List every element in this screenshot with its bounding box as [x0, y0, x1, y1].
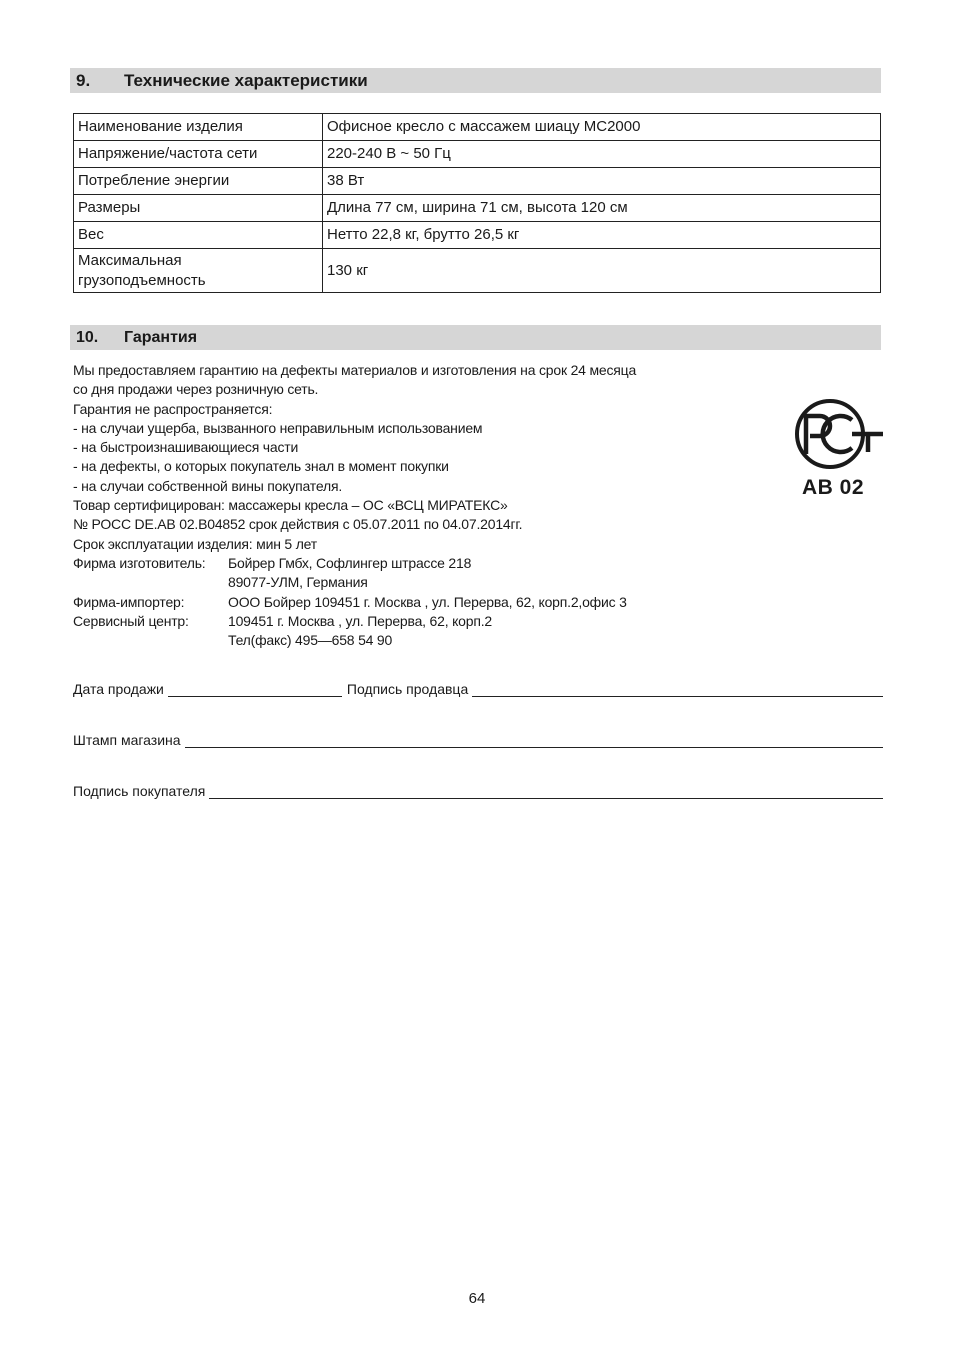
spec-value: 130 кг [323, 249, 881, 293]
sale-date-label: Дата продажи [73, 681, 164, 697]
spec-key-line: грузоподъемность [78, 271, 206, 289]
manufacturer-label: Фирма изготовитель: [73, 554, 206, 571]
table-row [74, 222, 881, 249]
manufacturer-value: Бойрер Гмбх, Софлингер штрассе 218 [228, 554, 472, 571]
stamp-row [73, 732, 883, 748]
warranty-text [73, 361, 713, 650]
manufacturer-row [73, 554, 713, 573]
warranty-line: Мы предоставляем гарантию на дефекты материалов и изготовления на срок 24 месяца [73, 362, 637, 378]
spec-value: 38 Вт [323, 168, 881, 195]
spec-key [74, 249, 323, 293]
manufacturer-value: 89077-УЛМ, Германия [228, 574, 368, 591]
section-header-warranty [70, 325, 881, 350]
service-value: 109451 г. Москва , ул. Перерва, 62, корп.2 [228, 612, 493, 629]
spec-value: Офисное кресло с массажем шиацу MC2000 [323, 114, 881, 141]
table-row [74, 249, 881, 293]
warranty-line: - на случаи ущерба, вызванного неправильным использованием [73, 419, 483, 436]
service-row [73, 612, 713, 631]
spec-key: Вес [74, 222, 323, 249]
warranty-line: - на быстроизнашивающиеся части [73, 439, 299, 456]
spec-key: Напряжение/частота сети [74, 141, 323, 168]
spec-key: Наименование изделия [74, 114, 323, 141]
warranty-line: Срок эксплуатации изделия: мин 5 лет [73, 535, 318, 552]
specs-table [73, 113, 881, 293]
importer-label: Фирма-импортер: [73, 593, 185, 610]
warranty-line: Гарантия не распространяется: [73, 400, 273, 417]
sale-signature-row [73, 681, 883, 697]
spec-key: Потребление энергии [74, 168, 323, 195]
importer-value: ООО Бойрер 109451 г. Москва , ул. Перерва, 62, корп.2,офис 3 [228, 593, 627, 610]
section-header-tech [70, 68, 881, 93]
table-row [74, 195, 881, 222]
spec-key-line: Максимальная [78, 251, 182, 269]
spec-value: 220-240 В ~ 50 Гц [323, 141, 881, 168]
section-title: Гарантия [124, 328, 198, 346]
section-number: 10. [76, 328, 99, 346]
manufacturer-row-2 [73, 573, 713, 592]
seller-signature-label: Подпись продавца [346, 681, 469, 697]
section-number: 9. [76, 70, 91, 90]
table-row [74, 168, 881, 195]
seller-signature-field[interactable] [472, 681, 883, 697]
importer-row [73, 593, 713, 612]
certification-code: AB 02 [802, 476, 865, 499]
spec-key: Размеры [74, 195, 323, 222]
page-number: 64 [468, 1290, 486, 1307]
spec-value: Длина 77 см, ширина 71 см, высота 120 см [323, 195, 881, 222]
warranty-line: - на случаи собственной вины покупателя. [73, 477, 343, 494]
sale-date-field[interactable] [168, 681, 342, 697]
buyer-signature-row [73, 783, 883, 799]
service-phone: Тел(факс) 495—658 54 90 [228, 632, 393, 649]
buyer-signature-label: Подпись покупателя [73, 783, 206, 799]
store-stamp-field[interactable] [185, 732, 883, 748]
service-row-2 [73, 631, 713, 650]
warranty-line: - на дефекты, о которых покупатель знал в момент покупки [73, 458, 449, 475]
buyer-signature-field[interactable] [209, 783, 883, 799]
warranty-line: со дня продажи через розничную сеть. [73, 381, 319, 398]
spec-value: Нетто 22,8 кг, брутто 26,5 кг [323, 222, 881, 249]
table-row [74, 114, 881, 141]
store-stamp-label: Штамп магазина [73, 732, 181, 748]
warranty-line: Товар сертифицирован: массажеры кресла – ОС «ВСЦ МИРАТЕКС» [73, 497, 508, 514]
service-label: Сервисный центр: [73, 612, 189, 629]
table-row [74, 141, 881, 168]
warranty-line: № РОСС DE.AB 02.B04852 срок действия с 05.07.2011 по 04.07.2014гг. [73, 516, 523, 533]
section-title: Технические характеристики [124, 70, 368, 90]
